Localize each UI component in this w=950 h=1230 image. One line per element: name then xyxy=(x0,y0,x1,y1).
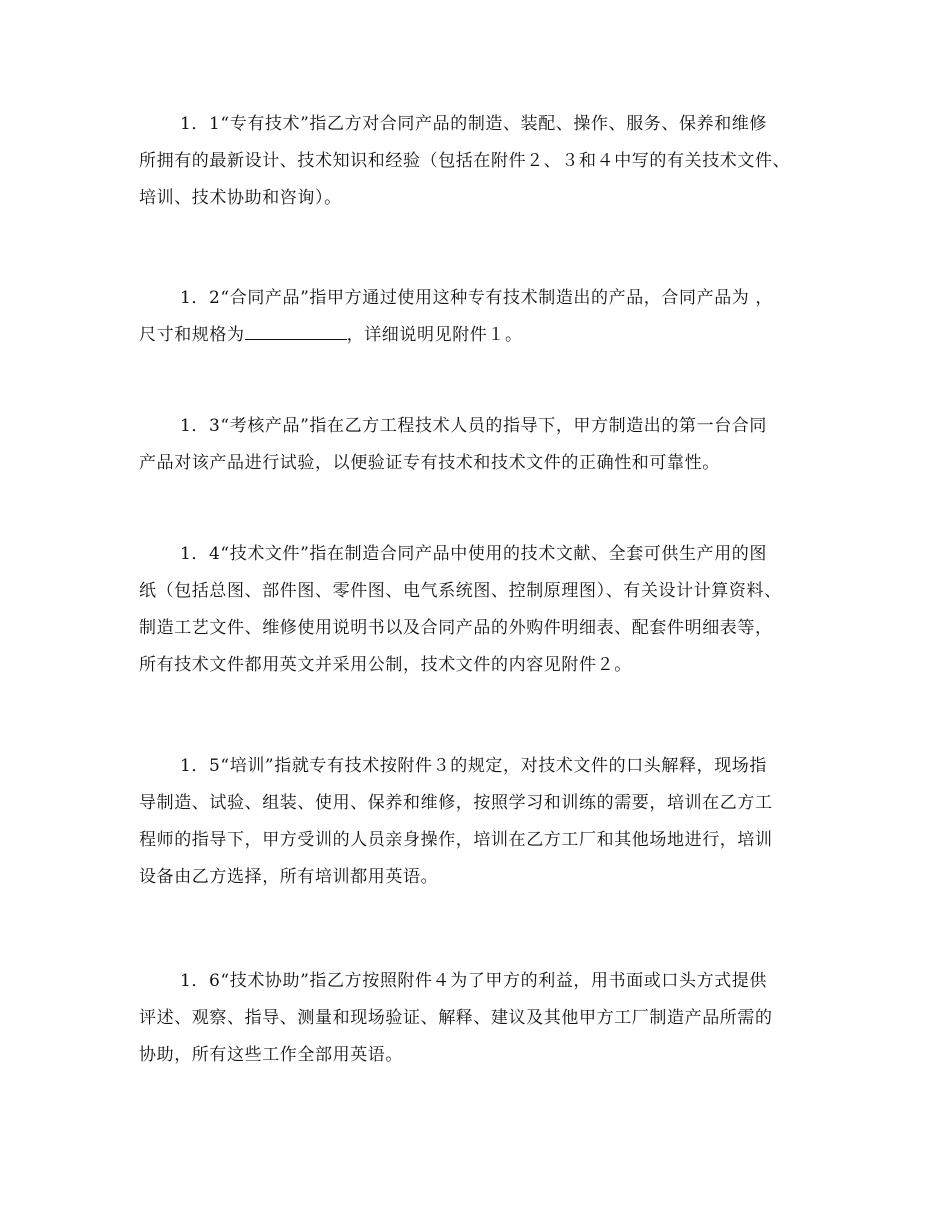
paragraph-line: 1．6“技术协助”指乙方按照附件４为了甲方的利益，用书面或口头方式提供 xyxy=(180,971,768,991)
clause-1-1-know-how xyxy=(139,106,819,217)
paragraph-line: 1．4“技术文件”指在制造合同产品中使用的技术文献、全套可供生产用的图 xyxy=(180,544,768,564)
paragraph-line: 程师的指导下，甲方受训的人员亲身操作，培训在乙方工厂和其他场地进行，培训 xyxy=(139,830,773,850)
paragraph-line: 培训、技术协助和咨询）。 xyxy=(139,188,342,208)
paragraph-line: 导制造、试验、组装、使用、保养和维修，按照学习和训练的需要，培训在乙方工 xyxy=(139,793,773,813)
paragraph-line: 制造工艺文件、维修使用说明书以及合同产品的外购件明细表、配套件明细表等， xyxy=(139,618,773,638)
paragraph-line: 所有技术文件都用英文并采用公制，技术文件的内容见附件２。 xyxy=(139,655,632,675)
paragraph-line: 产品对该产品进行试验，以便验证专有技术和技术文件的正确性和可靠性。 xyxy=(139,453,720,473)
paragraph-line: 1．5“培训”指就专有技术按附件３的规定，对技术文件的口头解释，现场指 xyxy=(180,756,768,776)
paragraph-line: 1．1“专有技术”指乙方对合同产品的制造、装配、操作、服务、保养和维修 xyxy=(180,114,768,134)
paragraph-line: 所拥有的最新设计、技术知识和经验（包括在附件２、３和４中写的有关技术文件、 xyxy=(139,151,791,171)
paragraph-line xyxy=(139,317,819,354)
paragraph-line: 纸（包括总图、部件图、零件图、电气系统图、控制原理图）、有关设计计算资料、 xyxy=(139,581,782,601)
paragraph-line: 1．2“合同产品”指甲方通过使用这种专有技术制造出的产品，合同产品为 ， xyxy=(180,288,774,308)
paragraph-line: 协助，所有这些工作全部用英语。 xyxy=(139,1045,403,1065)
fill-in-blank xyxy=(245,323,347,340)
paragraph-text: ，详细说明见附件１。 xyxy=(346,325,523,345)
paragraph-text: 尺寸和规格为 xyxy=(139,325,245,345)
paragraph-line: 1．3“考核产品”指在乙方工程技术人员的指导下，甲方制造出的第一台合同 xyxy=(180,416,768,436)
paragraph-line: 评述、观察、指导、测量和现场验证、解释、建议及其他甲方工厂制造产品所需的 xyxy=(139,1008,773,1028)
clause-1-5-training xyxy=(139,748,819,896)
clause-1-2-contract-product xyxy=(139,280,819,354)
clause-1-4-technical-documents xyxy=(139,536,819,684)
paragraph-line: 设备由乙方选择，所有培训都用英语。 xyxy=(139,867,439,887)
clause-1-6-technical-assistance xyxy=(139,963,819,1074)
clause-1-3-assessment-product xyxy=(139,408,819,482)
